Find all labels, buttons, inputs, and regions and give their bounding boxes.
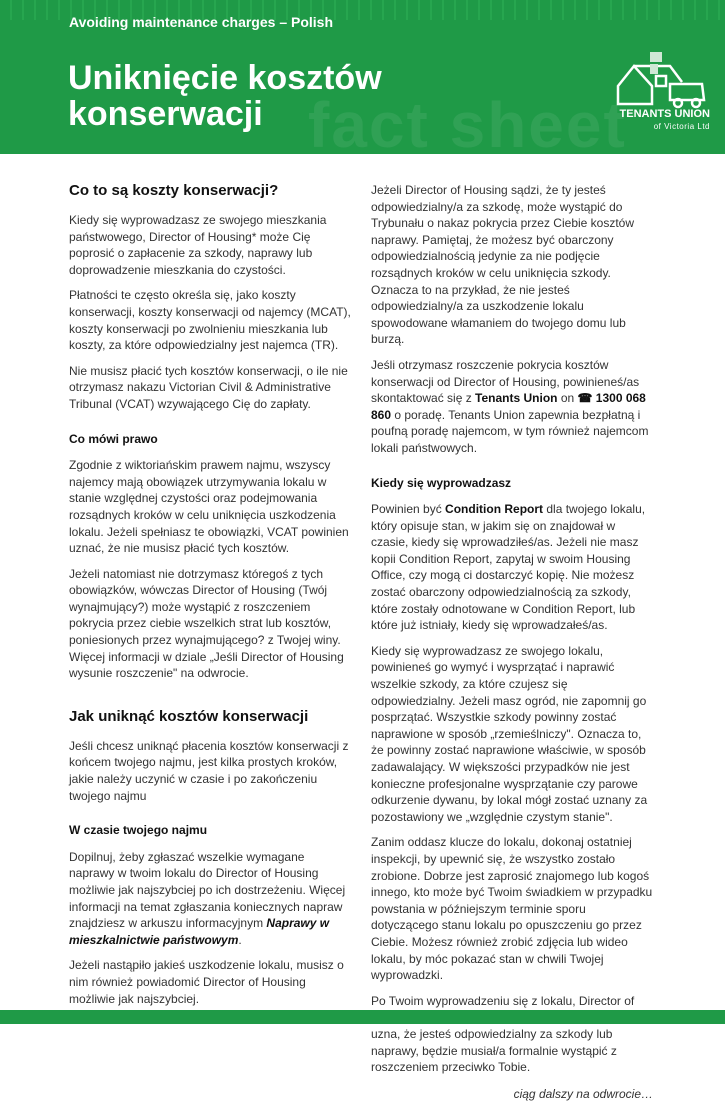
heading-how-to-avoid: Jak uniknąć kosztów konserwacji bbox=[69, 707, 309, 725]
heading-what-law-says: Co mówi prawo bbox=[69, 431, 158, 446]
footer-bar bbox=[0, 1010, 725, 1024]
heading-what-are-costs: Co to są koszty konserwacji? bbox=[69, 182, 279, 199]
header-banner bbox=[0, 0, 725, 161]
organisation-name: Tenants Union bbox=[475, 391, 558, 406]
paragraph: Nie musisz płacić tych kosztów konserwacji, o ile nie otrzymasz nakazu Victorian Civil & Administrative Tribunal (VCAT) wzywającego Cię do zapłaty. bbox=[69, 363, 348, 411]
heading-when-moving-out: Kiedy się wyprowadzasz bbox=[371, 475, 512, 490]
continued-overleaf: ciąg dalszy na odwrocie… bbox=[513, 1086, 653, 1101]
logo-name: TENANTS UNION bbox=[619, 108, 710, 120]
paragraph-text: Jeśli otrzymasz roszczenie pokrycia kosztów konserwacji od Director of Housing, powinieneś/as skontaktować się z bbox=[371, 357, 640, 406]
left-column bbox=[69, 182, 351, 1016]
logo-subtitle: of Victoria Ltd bbox=[653, 122, 710, 131]
paragraph: Po Twoim wyprowadzeniu się z lokalu, Director of uzna, że jesteś odpowiedzialny za szkody lub naprawy, będzie musiał/a formalnie wystąpić z roszczeniem przeciwko Tobie. bbox=[371, 993, 635, 1075]
heading-during-tenancy: W czasie twojego najmu bbox=[69, 823, 208, 838]
paragraph: Zanim oddasz klucze do lokalu, dokonaj ostatniej inspekcji, by upewnić się, że wszystko zostało zrobione. Dobrze jest zaprosić znajomego lub kogoś innego, kto może być Twoim świadkiem w przypadku powstania w późniejszym terminie sporu dotyczącego stanu lokalu po opuszczeniu go przez Ciebie. Możesz również zrobić zdjęcia lub wideo lokalu, by móc pokazać stan w chwili Twojej wyprowadzki. bbox=[371, 835, 653, 983]
fact-sheet-watermark: fact sheet bbox=[308, 89, 627, 161]
paragraph: Jeśli chcesz uniknąć płacenia kosztów konserwacji z końcem twojego najmu, jest kilka prostych kroków, jakie należy uczynić w czasie i po zakończeniu twojego najmu bbox=[69, 738, 349, 803]
paragraph-text: on bbox=[557, 391, 578, 406]
paragraph: Kiedy się wyprowadzasz ze swojego lokalu, powinieneś go wymyć i wysprzątać i naprawić wszelkie szkody, za które czujesz się odpowiedzialny. Jeżeli masz ogród, nie zapomnij go posprzątać. Wszystkie szkody powinny zostać naprawione w sposób „rzemieślniczy". Oznacza to, że powinny zostać naprawione właściwie, w sposób zadawalający. W większości przypadków nie jest konieczne profesjonalne wysprzątanie czy parowe odkurzenie dywanu, by lokal mógł zostać uznany za pozostawiony we „względnie czystym stanie". bbox=[371, 643, 648, 824]
paragraph: Jeżeli Director of Housing sądzi, że ty jesteś odpowiedzialny/a za szkodę, może wystąpić do Trybunału o nakaz pokrycia przez Ciebie kosztów naprawy. Pamiętaj, że możesz być obarczony odpowiedzialnością jedynie za nie podjęcie rozsądnych kroków w celu uniknięcia szkody. Oznacza to na przykład, że nie jesteś odpowiedzialny/a za uszkodzenie lokalu spowodowane włamaniem do twojego domu lub burzą. bbox=[371, 183, 635, 347]
header-subtitle: Avoiding maintenance charges – Polish bbox=[69, 14, 333, 30]
paragraph bbox=[371, 357, 653, 457]
paragraph-text: dla twojego lokalu, który opisuje stan, w jakim się on znajdował w czasie, kiedy się wprowadziłeś/as. Jeżeli nie masz kopii Condition Report, zapytaj w swoim Housing Office, czy mogą ci dostarczyć kopię. Nie możesz zostać obarczony odpowiedzialnością za szkody, które zostały odnotowane w Condition Report, lub które już istniały, kiedy się wprowadzałeś/as. bbox=[371, 502, 646, 633]
right-column bbox=[371, 182, 653, 1102]
paragraph: Kiedy się wyprowadzasz ze swojego mieszkania państwowego, Director of Housing* może Cię poprosić o zapłacenie za szkody, naprawy lub doprowadzenie mieszkania do czystości. bbox=[69, 213, 327, 277]
paragraph: Jeżeli nastąpiło jakieś uszkodzenie lokalu, musisz o nim również powiadomić Director of Housing możliwie jak najszybciej. bbox=[69, 958, 344, 1006]
paragraph: Zgodnie z wiktoriańskim prawem najmu, wszyscy najemcy mają obowiązek utrzymywania lokalu w stanie względnej czystości oraz podejmowania rozsądnych kroków w celu uniknięcia uszkodzenia lokalu. Jeżeli spełniasz te obowiązki, VCAT powinien uznać, że nie musisz płacić tych kosztów. bbox=[69, 458, 349, 556]
paragraph: Jeżeli natomiast nie dotrzymasz któregoś z tych obowiązków, wówczas Director of Housing (Twój wynajmujący?) może wystąpić z roszczeniem pokrycia przez ciebie wszelkich strat lub kosztów, poniesionych przez wynajmującego? z Twojej winy. Więcej informacji w dziale „Jeśli Director of Housing wysunie roszczenie" na odwrocie. bbox=[69, 566, 344, 681]
paragraph bbox=[371, 501, 653, 634]
paragraph bbox=[69, 849, 351, 949]
page-title bbox=[68, 60, 428, 132]
condition-report-term: Condition Report bbox=[445, 502, 544, 517]
paragraph: Płatności te często określa się, jako koszty konserwacji, koszty konserwacji od najemcy (MCAT), koszty konserwacji po zwolnieniu mieszkania lub koszty, za które odpowiedzialny jest najemca (TR). bbox=[69, 288, 351, 353]
title-line-2: konserwacji bbox=[68, 95, 263, 133]
title-line-1: Uniknięcie kosztów bbox=[68, 59, 382, 97]
paragraph-text: Dopilnuj, żeby zgłaszać wszelkie wymagane naprawy w twoim lokalu do Director of Housing możliwie jak najszybciej po ich dostrzeżeniu. Więcej informacji na temat zgłaszania koniecznych napraw znajdziesz w arkuszu informacyjnym bbox=[69, 849, 346, 931]
factsheet-title-reference: Naprawy w mieszkalnictwie państwowym bbox=[69, 916, 330, 947]
paragraph-text: . bbox=[238, 932, 242, 947]
phone-number: ☎ 1300 068 860 bbox=[371, 391, 646, 422]
paragraph-text: o poradę. Tenants Union zapewnia bezpłatną i poufną poradę najemcom, w tym również najemcom lokali państwowych. bbox=[371, 407, 649, 455]
paragraph-text: Powinien być bbox=[371, 502, 446, 517]
